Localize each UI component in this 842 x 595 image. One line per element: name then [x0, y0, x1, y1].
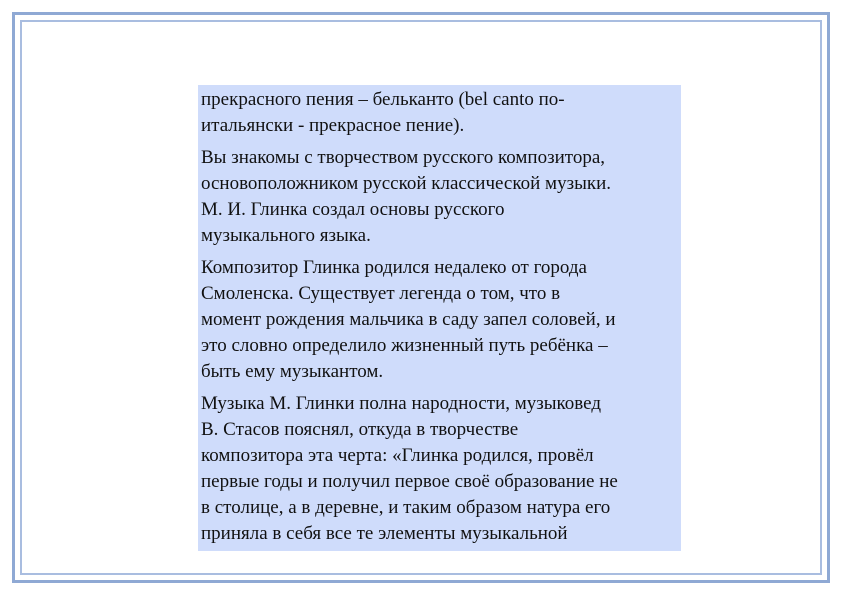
- paragraph-glinka-intro: [201, 145, 679, 249]
- text-line: основоположником русской классической музыки.: [201, 173, 611, 194]
- text-line: в столице, а в деревне, и таким образом натура его: [201, 497, 611, 518]
- text-line: первые годы и получил первое своё образование не: [201, 471, 618, 492]
- text-block: [198, 85, 681, 551]
- paragraph-bel-canto: [201, 87, 679, 139]
- text-line: Композитор Глинка родился недалеко от города: [201, 257, 587, 278]
- text-line: прекрасного пения – бельканто (bel canto по-: [201, 89, 565, 110]
- text-line: это словно определило жизненный путь ребёнка –: [201, 335, 608, 356]
- text-line: быть ему музыкантом.: [201, 361, 384, 382]
- text-line: Смоленска. Существует легенда о том, что в: [201, 283, 561, 304]
- paragraph-glinka-folk: [201, 391, 679, 547]
- paragraph-glinka-birth: [201, 255, 679, 385]
- text-line: композитора эта черта: «Глинка родился, провёл: [201, 445, 594, 466]
- text-line: Музыка М. Глинки полна народности, музыковед: [201, 393, 602, 414]
- text-line: момент рождения мальчика в саду запел соловей, и: [201, 309, 616, 330]
- text-line: итальянски - прекрасное пение).: [201, 115, 465, 136]
- text-line: М. И. Глинка создал основы русского: [201, 199, 505, 220]
- text-line: В. Стасов пояснял, откуда в творчестве: [201, 419, 519, 440]
- text-line: музыкального языка.: [201, 225, 371, 246]
- text-line: приняла в себя все те элементы музыкальной: [201, 523, 568, 544]
- text-line: Вы знакомы с творчеством русского композитора,: [201, 147, 606, 168]
